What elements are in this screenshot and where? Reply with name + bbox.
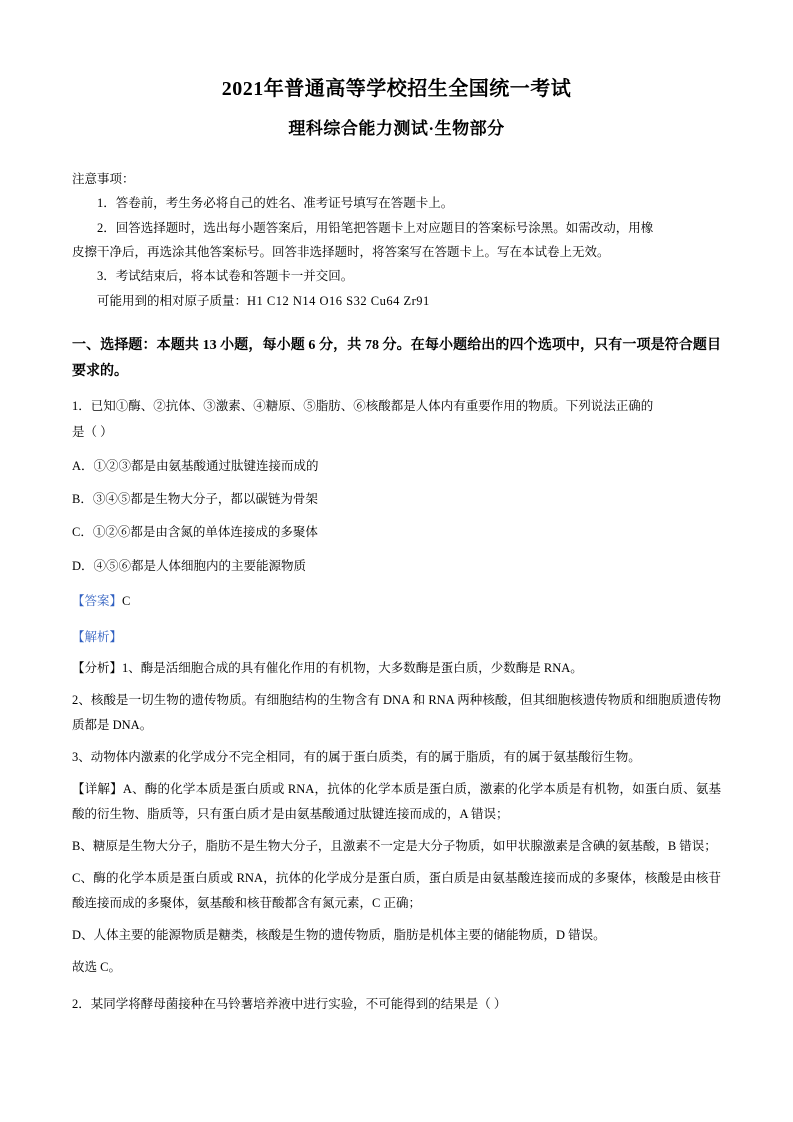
question-1-option-b: B．③④⑤都是生物大分子，都以碳链为骨架 <box>72 492 318 507</box>
question-1-option-a: A．①②③都是由氨基酸通过肽键连接而成的 <box>72 458 319 473</box>
question-1-option-c: C．①②⑥都是由含氮的单体连接成的多聚体 <box>72 525 318 540</box>
relative-mass-values: H1 C12 N14 O16 S32 Cu64 Zr91 <box>247 293 430 308</box>
notice-item: 2．回答选择题时，选出每小题答案后，用铅笔把答题卡上对应题目的答案标号涂黑。如需改动，用橡 <box>97 220 654 235</box>
question-2-number: 2． <box>72 996 91 1011</box>
question-2-stem <box>72 992 721 1016</box>
analysis-point: 2、核酸是一切生物的遗传物质。有细胞结构的生物含有 DNA 和 RNA 两种核酸，但其细胞核遗传物质和细胞质遗传物质都是 DNA。 <box>72 692 721 732</box>
question-1-option-d: D．④⑤⑥都是人体细胞内的主要能源物质 <box>72 558 307 573</box>
detail-item: C、酶的化学本质是蛋白质或 RNA，抗体的化学成分是蛋白质，蛋白质是由氨基酸连接而成的多聚体，核酸是由核苷酸连接而成的多聚体，氨基酸和核苷酸都含有氮元素，C 正确； <box>72 870 721 910</box>
section-heading: 一、选择题：本题共 13 小题，每小题 6 分，共 78 分。在每小题给出的四个选项中，只有一项是符合题目要求的。 <box>72 338 721 380</box>
detail-tag: 【详解】 <box>72 781 123 796</box>
relative-atomic-mass-line <box>72 289 721 313</box>
analysis-point-text: 1、酶是活细胞合成的具有催化作用的有机物，大多数酶是蛋白质，少数酶是 RNA。 <box>122 660 583 675</box>
detail-item-text: A、酶的化学本质是蛋白质或 RNA，抗体的化学本质是蛋白质，激素的化学本质是有机物，如蛋白质、氨基酸的衍生物、脂质等，只有蛋白质才是由氨基酸通过肽键连接而成的，A 错误； <box>72 781 721 821</box>
detail-item: D、人体主要的能源物质是糖类，核酸是生物的遗传物质，脂肪是机体主要的储能物质，D 错误。 <box>72 927 606 942</box>
question-1-number: 1． <box>72 398 91 413</box>
notice-heading: 注意事项： <box>72 171 135 186</box>
analysis-line <box>72 625 721 649</box>
conclusion-text: 故选 C。 <box>72 959 121 974</box>
question-2-stem-text: 某同学将酵母菌接种在马铃薯培养液中进行实验，不可能得到的结果是（ ） <box>90 996 507 1011</box>
analysis-intro-tag: 【分析】 <box>72 660 123 675</box>
detail-item <box>72 777 721 827</box>
notice-item: 3．考试结束后，将本试卷和答题卡一并交回。 <box>97 269 354 284</box>
detail-item: B、糖原是生物大分子，脂肪不是生物大分子，且激素不一定是大分子物质，如甲状腺激素是含碘的氨基酸，B 错误； <box>72 838 717 853</box>
analysis-point <box>72 656 721 681</box>
answer-tag: 【答案】 <box>72 594 123 609</box>
answer-value: C <box>122 594 131 609</box>
question-1-stem-line1: 已知①酶、②抗体、③激素、④糖原、⑤脂肪、⑥核酸都是人体内有重要作用的物质。下列说法正确的 <box>90 398 654 413</box>
answer-line <box>72 589 721 613</box>
notice-item: 皮擦干净后，再选涂其他答案标号。回答非选择题时，将答案写在答题卡上。写在本试卷上无效。 <box>72 245 610 259</box>
question-1-stem-line2: 是（ ） <box>72 425 113 440</box>
page-title-sub: 理科综合能力测试·生物部分 <box>288 119 505 138</box>
analysis-tag: 【解析】 <box>72 629 123 644</box>
notice-item: 1．答卷前，考生务必将自己的姓名、准考证号填写在答题卡上。 <box>97 196 454 211</box>
relative-mass-label: 可能用到的相对原子质量： <box>97 293 248 308</box>
question-1-stem <box>72 394 721 418</box>
page-title-main: 2021年普通高等学校招生全国统一考试 <box>221 78 572 100</box>
analysis-point: 3、动物体内激素的化学成分不完全相同，有的属于蛋白质类，有的属于脂质，有的属于氨基酸衍生物。 <box>72 749 641 764</box>
